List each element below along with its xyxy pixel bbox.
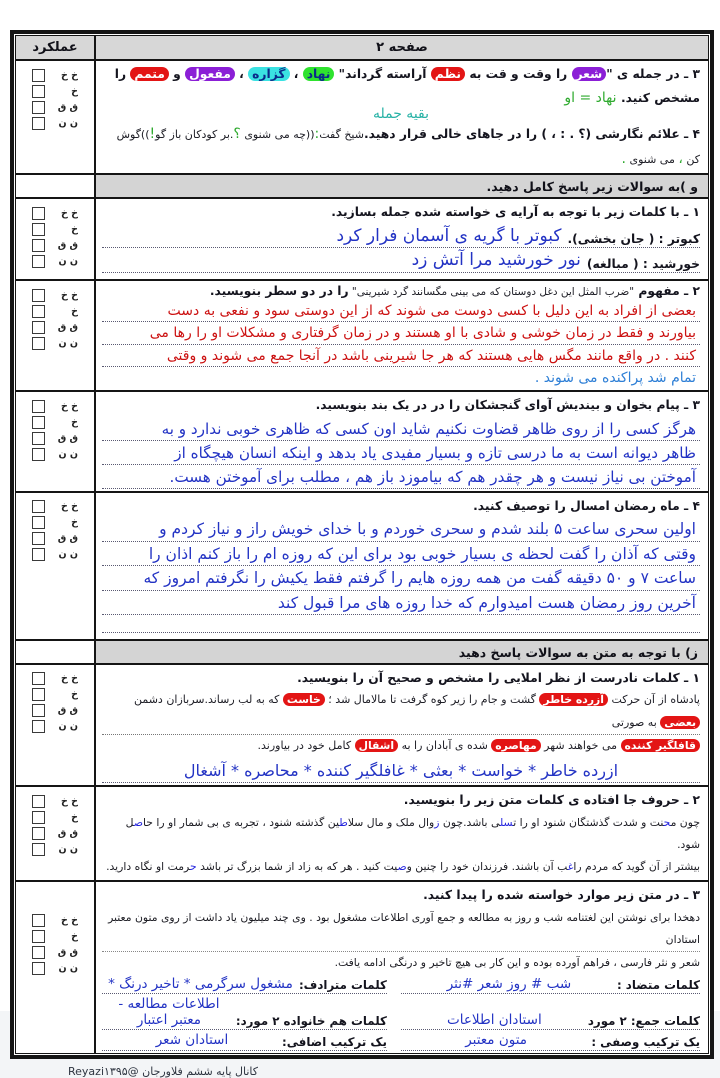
rubric-label: خ [71, 689, 78, 701]
rubric-label: خ خ [60, 673, 78, 685]
text-segment: ‍ی باشد.چون [439, 815, 500, 829]
question-row-v1 [16, 199, 708, 281]
text-segment: آزرده خاطر [539, 693, 608, 706]
text-segment: ‍ح‍ [663, 815, 671, 829]
rubric-checkboxes [32, 671, 78, 735]
rubric-checkbox[interactable] [32, 321, 45, 334]
handwritten-answer: شب # روز شعر #نثر [446, 975, 572, 992]
text-segment: شده ی آبادان را به [398, 739, 492, 753]
rubric-label: خ [71, 811, 78, 823]
table-header-row [16, 36, 708, 61]
handwritten-answer: استادان اطلاعات [447, 1012, 542, 1029]
rubric-checkboxes [32, 499, 78, 563]
text-segment: پادشاه از آن حرکت [607, 693, 700, 707]
text-segment: گشت و جام را زیر کوه گرفت تا مالامال شد ؛ [324, 693, 540, 707]
text-segment: ز [434, 815, 440, 829]
rubric-checkbox[interactable] [32, 532, 45, 545]
question-3 [102, 64, 700, 110]
text-segment: ‍ب آن باشند. فرزندان خود را چنین و [406, 859, 568, 873]
rubric-checkbox[interactable] [32, 672, 45, 685]
answer-line: وقتی که آذان را گفت لحظه ی بسیار خوبی بود برای این که روزه ام را باز کنم اذان را [102, 542, 700, 566]
rubric-label: ق ق [57, 432, 78, 444]
channel-credit: کانال پایه ششم فلاورجان @Reyazi۱۳۹۵ [68, 1064, 259, 1078]
vocab-item-plurals [401, 996, 700, 1030]
rubric-label: خ [71, 85, 78, 97]
text-segment: را مشخص کنید. [114, 67, 700, 105]
rubric-checkbox[interactable] [32, 289, 45, 302]
text-segment: ۳ ـ در جمله ی " [606, 67, 700, 81]
text-segment: ‍رمت او نگاه دارید. [106, 859, 190, 873]
rubric-checkbox[interactable] [32, 223, 45, 236]
rubric-label: خ خ [60, 207, 78, 219]
rubric-label: ق ق [57, 533, 78, 545]
section-vav-title: و )به سوالات زیر پاسخ کامل دهید. [96, 175, 708, 197]
text-segment: شیخ گفت [319, 128, 364, 142]
question-v3-title: ۳ ـ پیام بخوان و بیندیش آوای گنجشکان را در در یک بند بنویسید. [315, 398, 700, 413]
question-v4-title: ۴ ـ ماه رمضان امسال را توصیف کنید. [473, 498, 700, 513]
rubric-label: خ [71, 305, 78, 317]
rubric-checkboxes [32, 398, 78, 462]
rubric-label: ق ق [57, 101, 78, 113]
answer-line: هرگز کسی را از روی ظاهر قضاوت نکنیم شاید اون کسی که ظاهری خوبی ندارد و به [102, 417, 700, 441]
rubric-checkbox[interactable] [32, 795, 45, 808]
passage-line: شعر و نثر فارسی ، فراهم آورده بوده و این کار بی هیچ تاخیر و درنگی ادامه یافت. [334, 955, 700, 969]
rubric-checkboxes [32, 793, 78, 857]
text-segment: ص‍ [397, 859, 407, 873]
text-segment: ‍سل‍ [499, 815, 514, 829]
rubric-checkbox[interactable] [32, 448, 45, 461]
rubric-checkbox[interactable] [32, 432, 45, 445]
rubric-checkbox[interactable] [32, 207, 45, 220]
section-header-ze [16, 641, 708, 665]
worksheet-table [15, 35, 709, 1054]
vocab-item-genitive-compound [102, 1032, 387, 1050]
text-segment: ۴ ـ علائم نگارشی (؟ . : ، ) را در جاهای خالی قرار دهید. [363, 127, 700, 142]
passage-line: دهخدا برای نوشتن این لغتنامه شب و روز به مطالعه و جمع آوری اطلاعات مشغول بود . وی چند میلیون یاد داشت از روی متون معتبر استادان [102, 907, 700, 952]
rubric-checkbox[interactable] [32, 69, 45, 82]
text-segment: ! [149, 126, 156, 143]
answer-line: تمام شد پراکنده می شوند . [534, 369, 696, 386]
item-label: کلمات جمع: ۲ مورد [587, 1014, 700, 1029]
question-row-z1 [16, 665, 708, 787]
rubric-checkbox[interactable] [32, 305, 45, 318]
text-segment: ‍ل شود. [125, 815, 700, 851]
handwritten-answer: ازرده خاطر * خواست * بعثی * غافلگیر کننده * محاصره * آشغال [102, 758, 700, 783]
text-segment: ۲ ـ مفهوم [634, 284, 700, 299]
rubric-checkbox[interactable] [32, 516, 45, 529]
question-v2-title [102, 284, 700, 300]
question-row-z3 [16, 882, 708, 1053]
answer-line: آموختن بی نیاز نیست و هر چقدر هم که بیاموزد باز هم ، مطلب برای آموختن هست. [102, 465, 700, 489]
text-segment: بعضی [660, 716, 700, 729]
question-3-note: بقیه جمله [372, 106, 430, 123]
text-segment: مهاصره [491, 739, 540, 752]
rubric-label: خ [71, 930, 78, 942]
text-segment: که به لب رساند.سربازان دشمن [133, 693, 283, 707]
rubric-checkboxes [32, 67, 78, 131]
handwritten-answer: کبوتر با گریه ی آسمان فرار کرد [336, 225, 562, 246]
text-segment: : [314, 126, 320, 143]
answer-line [102, 227, 700, 249]
worksheet-table-border [10, 30, 714, 1059]
text-segment: می خواهند شهر [540, 739, 621, 753]
text-segment: گزاره [248, 67, 289, 81]
rubric-label: خ خ [60, 795, 78, 807]
rubric-checkbox[interactable] [32, 962, 45, 975]
text-segment: می شنوی [625, 152, 679, 166]
answer-line: ساعت ۷ و ۵۰ دقیقه گفت من همه روزه هایم را گرفتم فقط یکیش را نگرفتم امروز که [102, 566, 700, 590]
text-segment: ‍ین گذشته شنود ، تجربه ی بی شمار او را حا [142, 815, 340, 829]
text-segment: وال ملک و مال سلا [347, 815, 435, 829]
rubric-label: خ خ [60, 289, 78, 301]
rubric-label: ق ق [57, 827, 78, 839]
rubric-checkbox[interactable] [32, 946, 45, 959]
rubric-checkbox[interactable] [32, 548, 45, 561]
question-row-z2 [16, 787, 708, 882]
rubric-label: خ [71, 223, 78, 235]
text-segment: را وقت و قت به [465, 67, 572, 81]
text-segment: ط‍ [339, 815, 348, 829]
vocab-item-antonyms [401, 976, 700, 994]
text-segment: ))گوش کن [116, 128, 700, 166]
answer-line: بعضی از افراد به این دلیل با کسی دوست می شوند که از این دوستی سود و نفعی به دست [102, 300, 700, 322]
item-label: کلمات هم خانواده ۲ مورد: [235, 1014, 387, 1029]
rubric-checkbox[interactable] [32, 337, 45, 350]
rubric-checkbox[interactable] [32, 811, 45, 824]
answer-line: بیاورند و فقط در زمان خوشی و شادی با او هستند و در زمان گرفتاری و مشکلات او را رها می [102, 322, 700, 344]
text-segment: کامل خود در بیاورند. [257, 739, 355, 753]
vocab-item-word-family [102, 996, 387, 1030]
text-segment: بیشتر از آن گوید که مردم را [573, 859, 700, 873]
text-segment: متمم [130, 67, 169, 81]
rubric-checkboxes [32, 287, 78, 351]
rubric-checkbox[interactable] [32, 914, 45, 927]
answer-line [102, 251, 700, 273]
passage-line [102, 689, 700, 735]
question-row-3-4 [16, 61, 708, 175]
rubric-label: ق ق [57, 321, 78, 333]
text-segment: ص‍ [133, 815, 143, 829]
score-column-header: عملکرد [16, 36, 96, 59]
rubric-label: ق ق [57, 946, 78, 958]
text-segment: "ضرب المثل این دغل دوستان که می بینی مگسانند گرد شیرینی" [348, 286, 635, 299]
rubric-checkbox[interactable] [32, 101, 45, 114]
vocab-answer-grid [102, 976, 700, 1051]
passage-line [102, 856, 700, 878]
answer-line: کنند . در واقع مانند مگس هایی هستند که هر جا شیرینی باشد در آنجا جمع می شوند و وقتی [102, 345, 700, 367]
question-v1-title: ۱ ـ با کلمات زیر با توجه به آرایه ی خواسته شده جمله بسازید. [331, 205, 700, 220]
answer-line: آخرین روز رمضان هست امیدوارم که خدا روزه های مرا قبول کند [102, 591, 700, 615]
text-segment: ح‍ [189, 859, 197, 873]
text-segment: اشقال [355, 739, 399, 752]
item-label: کبوتر : ( جان بخشی). [567, 232, 700, 247]
passage-line [102, 812, 700, 856]
rubric-label: خ [71, 416, 78, 428]
handwritten-answer: متون معتبر [465, 1032, 528, 1049]
text-segment: ‍نت و شدت گذشتگان شنود او را ت‍ [513, 815, 664, 829]
rubric-label: خ خ [60, 501, 78, 513]
rubric-checkbox[interactable] [32, 720, 45, 733]
rubric-label: ن ن [58, 843, 78, 855]
text-segment: آراسته گرداند" [334, 67, 431, 81]
text-segment: قافلگیر کننده [621, 739, 700, 752]
rubric-label: خ خ [60, 69, 78, 81]
rubric-checkboxes [32, 912, 78, 976]
question-z3-title: ۳ ـ در متن زیر موارد خواسته شده را پیدا کنید. [423, 888, 700, 903]
rubric-checkbox[interactable] [32, 117, 45, 130]
rubric-checkbox[interactable] [32, 688, 45, 701]
rubric-checkbox[interactable] [32, 500, 45, 513]
rubric-checkbox[interactable] [32, 239, 45, 252]
rubric-checkbox[interactable] [32, 416, 45, 429]
text-segment: چون م‍ [670, 815, 700, 829]
question-row-v4 [16, 493, 708, 641]
item-label: کلمات متضاد : [616, 978, 700, 993]
question-z1-title: ۱ ـ کلمات نادرست از نظر املایی را مشخص و صحیح آن را بنویسید. [297, 670, 700, 685]
rubric-checkbox[interactable] [32, 930, 45, 943]
rubric-label: ق ق [57, 239, 78, 251]
text-segment: غ‍ [567, 859, 574, 873]
answer-line: اولین سحری ساعت ۵ بلند شدم و سحری خوردم و با خدای خویش راز و نیاز کردم و [102, 517, 700, 541]
rubric-label: خ خ [60, 914, 78, 926]
rubric-label: ن ن [58, 549, 78, 561]
rubric-checkbox[interactable] [32, 255, 45, 268]
question-z2-title: ۲ ـ حروف جا افتاده ی کلمات متن زیر را بنویسید. [403, 793, 700, 808]
item-label: خورشید : ( مبالغه) [586, 256, 700, 271]
handwritten-answer: اطلاعات مطالعه - معتبر اعتبار [118, 996, 220, 1029]
handwritten-answer: مشغول سرگرمی * تاخیر درنگ * [108, 975, 293, 992]
handwritten-answer: استادان شعر [155, 1032, 229, 1049]
text-segment: ((چه می شنوی [240, 128, 315, 142]
text-segment: ، [234, 67, 249, 81]
item-label: یک ترکیب اضافی: [281, 1034, 387, 1049]
rubric-label: ن ن [58, 962, 78, 974]
question-4 [102, 122, 700, 171]
text-segment: را در دو سطر بنویسید. [209, 284, 349, 299]
vocab-item-adjective-compound [401, 1032, 700, 1050]
text-segment: نهاد [303, 67, 335, 81]
text-segment: نظم [431, 67, 465, 81]
vocab-item-synonyms [102, 976, 387, 994]
rubric-label: خ خ [60, 400, 78, 412]
passage-line [102, 735, 700, 758]
item-label: یک ترکیب وصفی : [591, 1034, 700, 1049]
rubric-label: ن ن [58, 337, 78, 349]
question-row-v3 [16, 392, 708, 493]
section-ze-title: ز) با توجه به متن به سوالات پاسخ دهید [96, 641, 708, 663]
rubric-label: ن ن [58, 117, 78, 129]
text-segment: . [621, 150, 626, 167]
text-segment: ، [678, 150, 683, 167]
rubric-label: ن ن [58, 448, 78, 460]
item-label: کلمات مترادف: [298, 978, 387, 993]
text-segment: و [168, 67, 186, 81]
text-segment: خاست [283, 693, 325, 706]
rubric-label: ق ق [57, 705, 78, 717]
text-segment: ، [289, 67, 303, 81]
section-header-vav [16, 175, 708, 199]
text-segment: ؟ [233, 126, 241, 143]
rubric-checkbox[interactable] [32, 827, 45, 840]
text-segment: شعر [572, 67, 607, 81]
question-row-v2 [16, 281, 708, 392]
answer-line-empty [102, 615, 700, 633]
text-segment: مفعول [185, 67, 235, 81]
rubric-checkbox[interactable] [32, 85, 45, 98]
handwritten-answer: نور خورشید مرا آتش زد [411, 250, 581, 271]
text-segment: نهاد = او [564, 89, 621, 106]
page-title: صفحه ۲ [96, 36, 708, 59]
rubric-checkboxes [32, 205, 78, 269]
text-segment: ‍یت کنید . هر که به زاد از شما بزرگ تر باشد [196, 859, 398, 873]
answer-line: ظاهر دیوانه است به ما درسی تازه و بسیار مفیدی یاد بدهد و اینکه انسان هیچگاه از [102, 441, 700, 465]
rubric-checkbox[interactable] [32, 704, 45, 717]
rubric-label: ن ن [58, 721, 78, 733]
rubric-label: ن ن [58, 255, 78, 267]
rubric-checkbox[interactable] [32, 843, 45, 856]
text-segment: به صورتی [611, 715, 661, 729]
rubric-label: خ [71, 517, 78, 529]
text-segment: .بر کودکان باز گو [155, 128, 234, 142]
rubric-checkbox[interactable] [32, 400, 45, 413]
